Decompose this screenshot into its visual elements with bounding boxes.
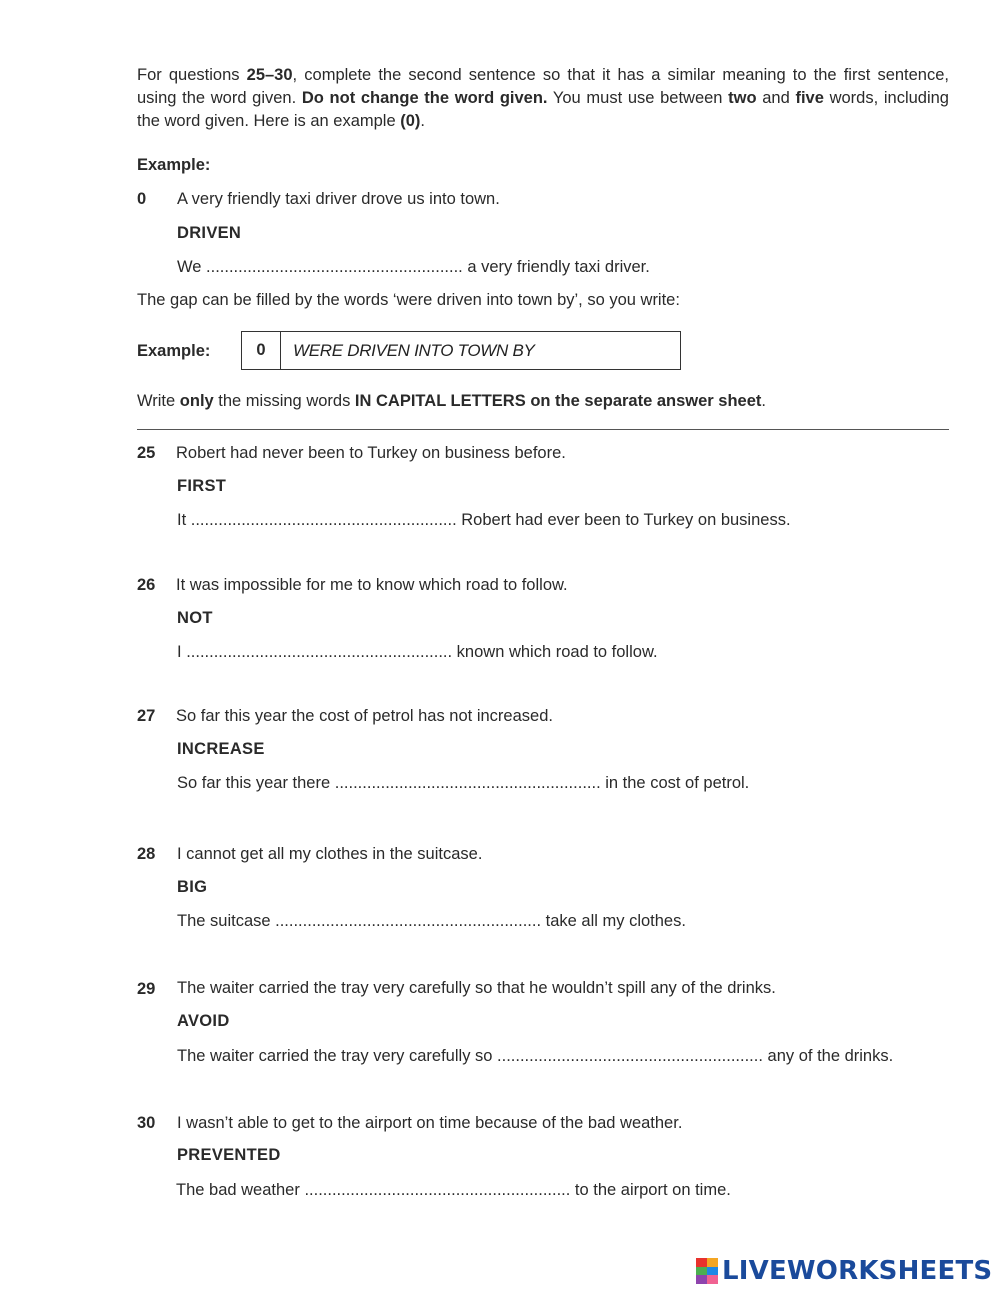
example-dots: ........................................................ <box>206 258 463 276</box>
gap-start: It <box>177 511 187 529</box>
example-box-label: Example: <box>137 342 211 360</box>
instructions-text: For questions <box>137 66 247 84</box>
question-sentence: The waiter carried the tray very carefully so that he wouldn’t spill any of the drinks. <box>177 979 776 997</box>
answer-gap-29[interactable]: .......................................................... <box>497 1047 763 1065</box>
logo-block <box>707 1258 718 1267</box>
example-keyword: DRIVEN <box>177 224 242 242</box>
question-number: 30 <box>137 1114 156 1132</box>
question-keyword: PREVENTED <box>177 1146 281 1164</box>
instructions-text: . <box>420 112 425 130</box>
gap-start: The bad weather <box>176 1181 300 1199</box>
question-sentence: It was impossible for me to know which road to follow. <box>176 576 568 594</box>
instructions-text: You must use between <box>547 89 729 107</box>
question-gap-line <box>176 1181 731 1200</box>
logo-text: LIVEWORKSHEETS <box>722 1256 993 1286</box>
question-keyword: FIRST <box>177 477 227 495</box>
question-number: 27 <box>137 707 156 725</box>
logo-blocks-icon <box>696 1258 718 1284</box>
instructions-emphasis: Do not change the word given. <box>301 89 548 107</box>
question-keyword: INCREASE <box>177 740 265 758</box>
gap-start: The suitcase <box>177 912 271 930</box>
question-sentence: Robert had never been to Turkey on business before. <box>176 444 566 462</box>
write-note <box>137 392 766 411</box>
instructions-text: , complete the second sentence so that it has a similar meaning to the first sentence, using the word given. <box>137 66 949 107</box>
question-gap-line <box>177 511 791 530</box>
gap-start: The waiter carried the tray very carefully so <box>177 1047 493 1065</box>
gap-start: So far this year there <box>177 774 331 792</box>
write-note-emphasis: IN CAPITAL LETTERS on the separate answer sheet <box>354 392 762 410</box>
instructions-emphasis: five <box>795 89 824 107</box>
question-number: 29 <box>137 980 156 998</box>
question-sentence: I wasn’t able to get to the airport on time because of the bad weather. <box>177 1114 683 1132</box>
question-keyword: NOT <box>177 609 213 627</box>
example-answer-box <box>241 331 681 370</box>
question-gap-line <box>177 1047 893 1066</box>
logo-block <box>696 1275 707 1284</box>
gap-end: any of the drinks. <box>767 1047 894 1065</box>
answer-gap-27[interactable]: .......................................................... <box>334 774 601 792</box>
question-gap-line <box>177 774 749 793</box>
logo-block <box>707 1275 718 1284</box>
example-start: We <box>177 258 202 276</box>
example-heading: Example: <box>137 156 211 174</box>
question-gap-line <box>177 912 686 931</box>
instructions-emphasis: (0) <box>400 112 421 130</box>
divider-line <box>137 429 949 430</box>
question-keyword: BIG <box>177 878 208 896</box>
write-note-text: Write <box>137 392 180 410</box>
example-end: a very friendly taxi driver. <box>467 258 650 276</box>
answer-gap-25[interactable]: .......................................................... <box>190 511 457 529</box>
instructions-range: 25–30 <box>246 66 293 84</box>
example-gap-line <box>177 258 650 277</box>
logo-block <box>696 1267 707 1276</box>
example-box-number: 0 <box>242 332 281 369</box>
gap-start: I <box>177 643 182 661</box>
write-note-text: . <box>761 392 766 410</box>
answer-gap-28[interactable]: .......................................................... <box>275 912 542 930</box>
example-sentence: A very friendly taxi driver drove us into town. <box>177 190 500 208</box>
question-number: 28 <box>137 845 156 863</box>
gap-end: Robert had ever been to Turkey on business. <box>461 511 791 529</box>
write-note-emphasis: only <box>179 392 214 410</box>
question-sentence: I cannot get all my clothes in the suitcase. <box>177 845 483 863</box>
instructions-text: and <box>756 89 796 107</box>
write-note-text: the missing words <box>213 392 355 410</box>
liveworksheets-logo[interactable] <box>696 1256 992 1286</box>
example-box-answer: WERE DRIVEN INTO TOWN BY <box>293 340 535 360</box>
logo-block <box>707 1267 718 1276</box>
answer-gap-30[interactable]: .......................................................... <box>304 1181 571 1199</box>
gap-end: in the cost of petrol. <box>605 774 750 792</box>
question-gap-line <box>177 643 658 662</box>
question-sentence: So far this year the cost of petrol has not increased. <box>176 707 553 725</box>
gap-end: known which road to follow. <box>456 643 658 661</box>
question-number: 26 <box>137 576 156 594</box>
instructions <box>137 64 949 133</box>
instructions-emphasis: two <box>728 89 757 107</box>
gap-end: to the airport on time. <box>574 1181 731 1199</box>
logo-block <box>696 1258 707 1267</box>
answer-gap-26[interactable]: .......................................................... <box>186 643 453 661</box>
example-number: 0 <box>137 190 147 208</box>
gap-note: The gap can be filled by the words ‘were driven into town by’, so you write: <box>137 291 680 309</box>
question-keyword: AVOID <box>177 1012 230 1030</box>
gap-end: take all my clothes. <box>545 912 686 930</box>
question-number: 25 <box>137 444 156 462</box>
instructions-text: words, including the word given. Here is an example <box>137 89 949 130</box>
